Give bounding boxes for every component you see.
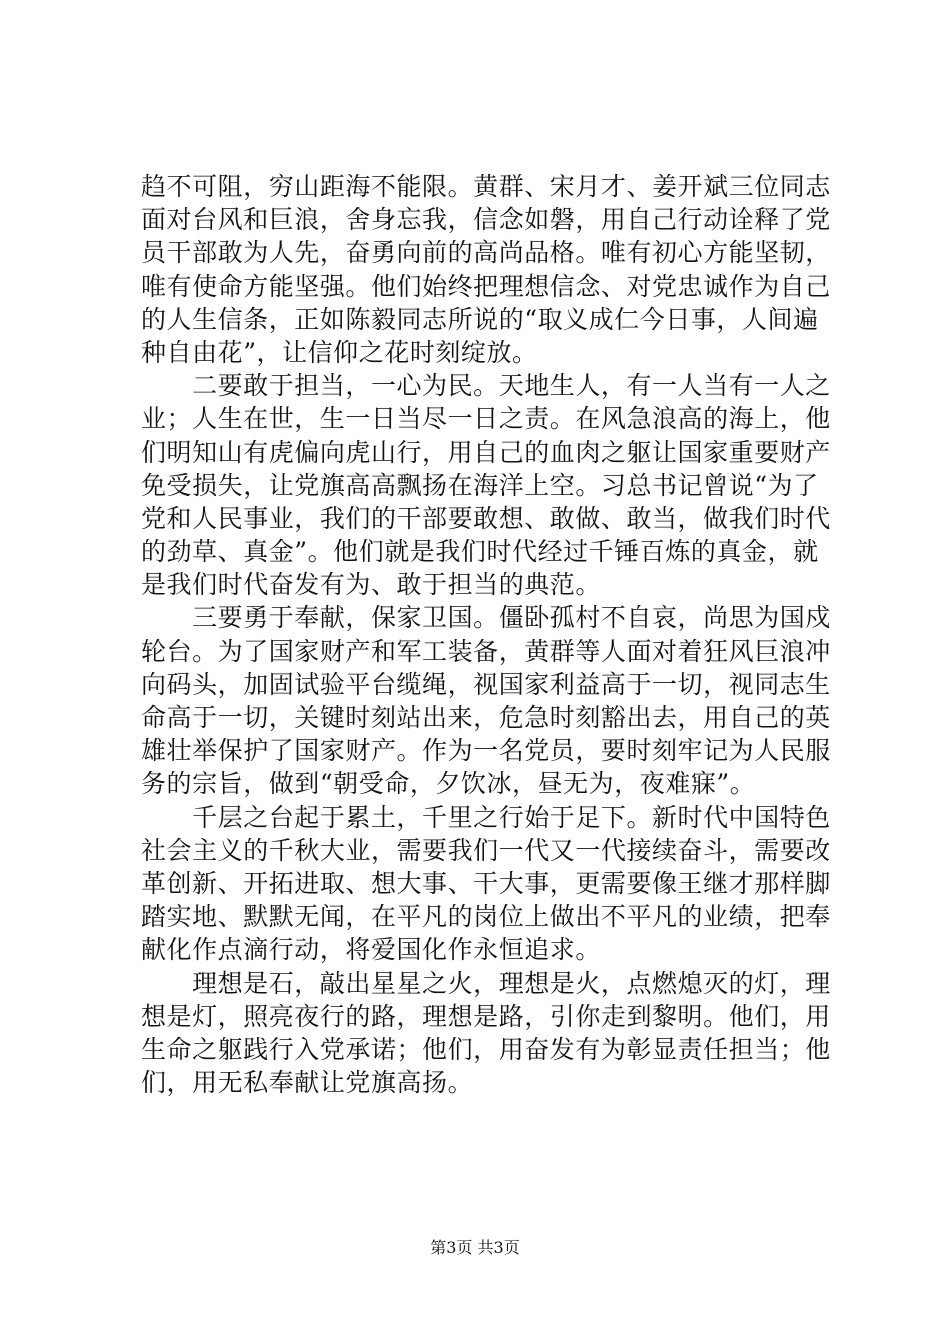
- text-line: 献化作点滴行动，将爱国化作永恒追求。: [141, 935, 601, 965]
- text-line: 们，用无私奉献让党旗高扬。: [141, 1068, 474, 1098]
- body-text: [141, 170, 831, 1099]
- text-line: 业；人生在世，生一日当尽一日之责。在风急浪高的海上，他: [141, 404, 831, 434]
- text-line: 唯有使命方能坚强。他们始终把理想信念、对党忠诚作为自己: [141, 271, 831, 301]
- text-line: 革创新、开拓进取、想大事、干大事，更需要像王继才那样脚: [141, 868, 831, 898]
- text-line: 免受损失，让党旗高高飘扬在海洋上空。习总书记曾说“为了: [141, 470, 819, 500]
- text-line: 的人生信条，正如陈毅同志所说的“取义成仁今日事，人间遍: [141, 304, 819, 334]
- text-line: 们明知山有虎偏向虎山行，用自己的血肉之躯让国家重要财产: [141, 437, 831, 467]
- text-line: 的劲草、真金”。他们就是我们时代经过千锤百炼的真金，就: [141, 537, 819, 567]
- text-line: 种自由花”，让信仰之花时刻绽放。: [141, 337, 538, 367]
- text-line: 千层之台起于累土，千里之行始于足下。新时代中国特色: [141, 802, 831, 832]
- text-line: 三要勇于奉献，保家卫国。僵卧孤村不自哀，尚思为国戍: [141, 603, 831, 633]
- text-line: 员干部敢为人先，奋勇向前的高尚品格。唯有初心方能坚韧，: [141, 238, 831, 268]
- text-line: 面对台风和巨浪，舍身忘我，信念如磐，用自己行动诠释了党: [141, 205, 831, 235]
- text-line: 轮台。为了国家财产和军工装备，黄群等人面对着狂风巨浪冲: [141, 636, 831, 666]
- text-line: 趋不可阻，穷山距海不能限。黄群、宋月才、姜开斌三位同志: [141, 172, 831, 201]
- text-line: 想是灯，照亮夜行的路，理想是路，引你走到黎明。他们，用: [141, 1001, 831, 1031]
- text-line: 是我们时代奋发有为、敢于担当的典范。: [141, 570, 601, 600]
- text-line: 党和人民事业，我们的干部要敢想、敢做、敢当，做我们时代: [141, 503, 831, 533]
- text-line: 雄壮举保护了国家财产。作为一名党员，要时刻牢记为人民服: [141, 736, 831, 766]
- text-line: 理想是石，敲出星星之火，理想是火，点燃熄灭的灯，理: [141, 968, 831, 998]
- text-line: 生命之躯践行入党承诺；他们，用奋发有为彰显责任担当；他: [141, 1034, 831, 1064]
- text-line: 命高于一切，关键时刻站出来，危急时刻豁出去，用自己的英: [141, 703, 831, 732]
- page-footer: 第3页 共3页: [430, 1238, 520, 1257]
- text-line: 社会主义的千秋大业，需要我们一代又一代接续奋斗，需要改: [141, 835, 831, 865]
- text-line: 二要敢于担当，一心为民。天地生人，有一人当有一人之: [141, 371, 831, 401]
- text-line: 踏实地、默默无闻，在平凡的岗位上做出不平凡的业绩，把奉: [141, 902, 831, 932]
- text-line: 向码头，加固试验平台缆绳，视国家利益高于一切，视同志生: [141, 669, 831, 699]
- text-line: 务的宗旨，做到“朝受命，夕饮冰，昼无为，夜难寐”。: [141, 769, 756, 799]
